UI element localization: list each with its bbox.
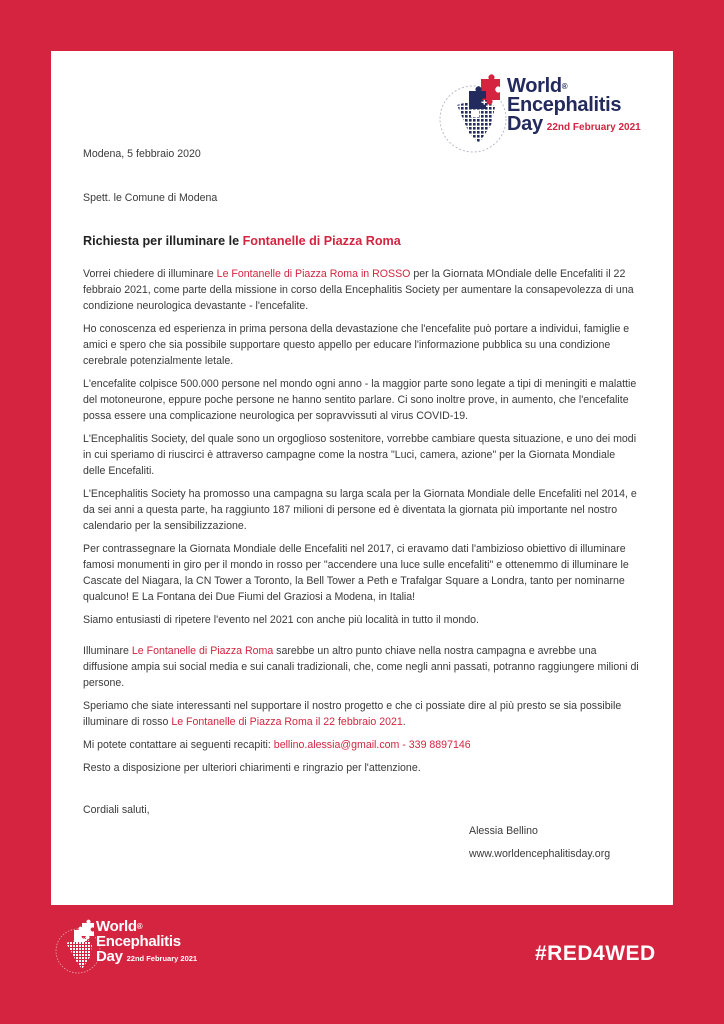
letter-recipient: Spett. le Comune di Modena [83,192,218,204]
logo-wordmark: World® Encephalitis Day 22nd February 2021 [507,75,641,135]
paragraph-2: Ho conoscenza ed esperienza in prima persona della devastazione che l'encefalite può portare a individui, famiglie e amici e spero che sia possibile supportare questo appello per educare l'informazione pubblica su una condizione cerebrale potenzialmente letale. [83,323,630,367]
contact-email-phone[interactable]: bellino.alessia@gmail.com - 339 8897146 [273,739,471,751]
letter-subject: Richiesta per illuminare le Fontanelle di Piazza Roma [83,234,401,248]
paragraph-5: L'Encephalitis Society ha promosso una campagna su larga scala per la Giornata Mondiale delle Encefaliti nel 2014, e da sei anni a questa parte, ha raggiunto 187 milioni di persone ed è diventata la giornata più importante nel nostro calendario per la sensibilizzazione. [83,488,637,532]
letter-body-continued [83,643,639,783]
hashtag-red4wed: #RED4WED [535,942,656,965]
paragraph-7: Siamo entusiasti di ripetere l'evento nel 2021 con anche più località in tutto il mondo. [83,614,479,626]
paragraph-9: Speriamo che siate interessanti nel supportare il nostro progetto e che ci possiate dire al più presto se sia possibile illuminare di rosso Le Fontanelle di Piazza Roma il 22 febbraio 2021. [83,700,622,728]
highlight-fontanelle: Le Fontanelle di Piazza Roma in ROSSO [216,268,411,280]
footer-logo-wordmark: World® Encephalitis Day 22nd February 2021 [96,918,198,965]
paragraph-11: Resto a disposizione per ulteriori chiarimenti e ringrazio per l'attenzione. [83,762,421,774]
globe-puzzle-icon [52,915,102,975]
signature-url[interactable]: www.worldencephalitisday.org [469,848,611,860]
letter-date: Modena, 5 febbraio 2020 [83,148,201,160]
letter-page [51,51,673,905]
paragraph-contact: Mi potete contattare ai seguenti recapiti: bellino.alessia@gmail.com - 339 8897146 [83,739,471,751]
paragraph-6: Per contrassegnare la Giornata Mondiale delle Encefaliti nel 2017, ci eravamo dati l'ambizioso obiettivo di illuminare famosi monumenti in giro per il mondo in rosso per "accendere una luce sulle encefaliti" e ottenemmo di illuminare le Cascate del Niagara, la CN Tower a Toronto, la Bell Tower a Peth e Trafalgar Square a Londra, tanto per nominarne qualcuno! E La Fontana dei Due Fiumi del Graziosi a Modena, in Italia! [83,543,629,603]
paragraph-1: Vorrei chiedere di illuminare Le Fontanelle di Piazza Roma in ROSSO per la Giornata MOndiale delle Encefaliti il 22 febbraio 2021, come parte della missione in corso della Encephalitis Society per aumentare la consapevolezza di una condizione neurologica devastante - l'encefalite. [83,268,634,312]
world-encephalitis-day-logo [433,63,643,155]
letter-body [83,266,639,635]
paragraph-4: L'Encephalitis Society, del quale sono un orgoglioso sostenitore, vorrebbe cambiare questa situazione, e uno dei modi in cui speriamo di riuscirci è attraverso campagne come la nostra "Luci, camera, azione" per la Giornata Mondiale delle Encefaliti. [83,433,637,477]
footer-logo [52,915,222,975]
paragraph-3: L'encefalite colpisce 500.000 persone nel mondo ogni anno - la maggior parte sono legate a tipi di meningiti e malattie del motoneurone, eppure poche persone ne hanno sentito parlare. Ci sono inoltre prove, in aumento, che l'encefalite possa essere una complicazione neurologica per sopravvissuti al virus COVID-19. [83,378,637,422]
signature-name: Alessia Bellino [469,825,538,837]
letter-closing: Cordiali saluti, [83,804,150,816]
paragraph-8: Illuminare Le Fontanelle di Piazza Roma sarebbe un altro punto chiave nella nostra campagna e avrebbe una diffusione ampia sui social media e sui canali tradizionali, che, come negli anni passati, potranno raggiungere milioni di persone. [83,645,639,689]
globe-puzzle-icon [433,63,513,155]
